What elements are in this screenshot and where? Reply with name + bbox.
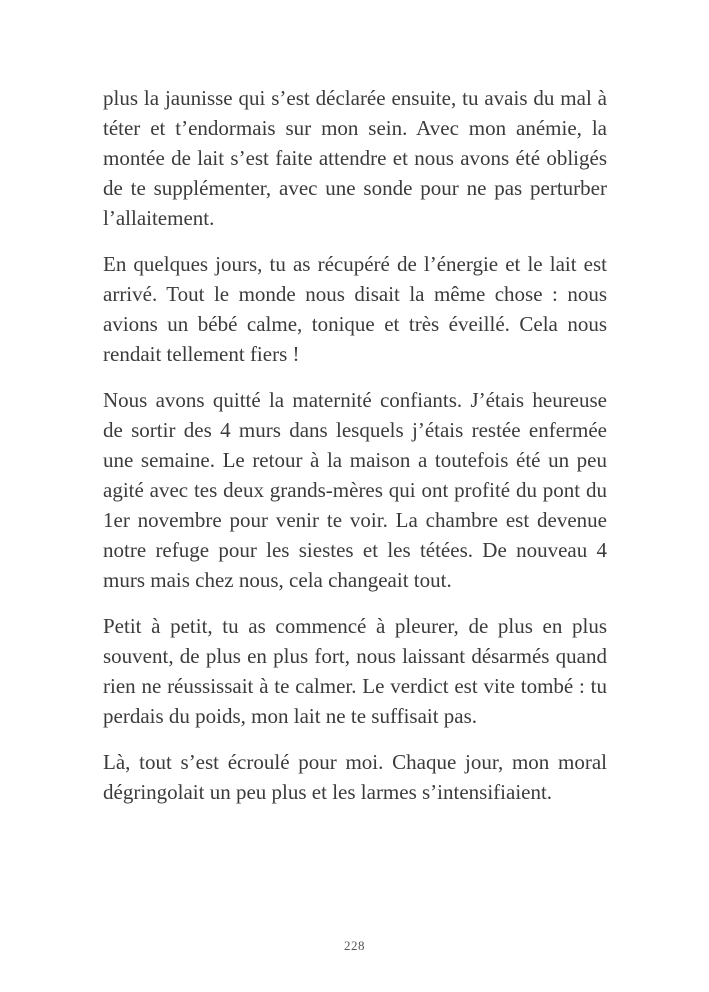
page-number: 228: [344, 938, 365, 953]
paragraph-4: Petit à petit, tu as commencé à pleurer, de plus en plus souvent, de plus en plus fort, nous laissant désarmés quand rien ne réussissait à te calmer. Le verdict est vite tombé : tu perdais du poids, mon lait ne te suffisait pas.: [103, 614, 607, 728]
paragraph-5: Là, tout s’est écroulé pour moi. Chaque jour, mon moral dégringolait un peu plus et les larmes s’intensifiaient.: [103, 750, 607, 804]
paragraph-2: En quelques jours, tu as récupéré de l’énergie et le lait est arrivé. Tout le monde nous disait la même chose : nous avions un bébé calme, tonique et très éveillé. Cela nous rendait tellement fiers !: [103, 252, 607, 366]
paragraph-3: Nous avons quitté la maternité confiants. J’étais heureuse de sortir des 4 murs dans lesquels j’étais restée enfermée une semaine. Le retour à la maison a toutefois été un peu agité avec tes deux grands-mères qui ont profité du pont du 1er novembre pour venir te voir. La chambre est devenue notre refuge pour les siestes et les tétées. De nouveau 4 murs mais chez nous, cela changeait tout.: [103, 388, 607, 592]
body-text: [103, 83, 607, 807]
paragraph-1: plus la jaunisse qui s’est déclarée ensuite, tu avais du mal à téter et t’endormais sur mon sein. Avec mon anémie, la montée de lait s’est faite attendre et nous avons été obligés de te supplémenter, avec une sonde pour ne pas perturber l’allaitement.: [103, 86, 607, 230]
